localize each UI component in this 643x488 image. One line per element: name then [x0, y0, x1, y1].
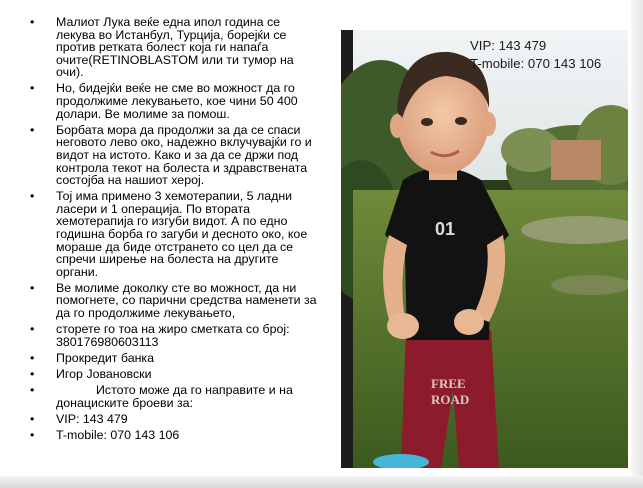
bullet-item [30, 384, 320, 409]
bullet-item [30, 124, 320, 187]
pants-print-line-2: ROAD [431, 392, 470, 407]
bullet-text: Истото може да го направите и на донациските броеви за: [56, 383, 293, 410]
bullet-list [30, 16, 320, 445]
bullet-item [30, 368, 320, 381]
bullet-text: Малиот Лука веќе една ипол година се лекува во Истанбул, Турција, борејќи се против ретката болест која ги напаѓа очите(RETINOBLASTOM или ти тумор на очи). [56, 15, 294, 80]
bullet-item [30, 282, 320, 320]
child-photo-illustration [341, 30, 628, 468]
bullet-text: Но, бидејќи веќе не сме во можност да го продолжиме лекувањето, кое чини 50 400 долари. Ве молиме за помош. [56, 81, 298, 121]
bullet-item [30, 429, 320, 442]
bullet-item [30, 352, 320, 365]
bullet-text: Тој има примено 3 хемотерапии, 5 ладни ласери и 1 операција. По вторатa хемотерапија го изгуби видот. А по едно годишна борба го загуби и десното око, кое мораше да биде отстрането со цел да се спречи ширење на болеста на другите органи. [56, 189, 308, 279]
tmobile-number-overlay: T-mobile: 070 143 106 [470, 56, 602, 71]
bullet-text: VIP: 143 479 [56, 411, 128, 426]
pants-print-line-1: FREE [431, 376, 466, 391]
slide-shadow-bottom [0, 476, 643, 488]
slide-shadow-right [631, 0, 643, 488]
bullet-text: Борбата мора да продолжи за да се спаси неговото лево око, надежно вклучувајќи го и видот на истото. Како и за да се држи под контрола текот на болеста и здравствената состојба на нашиот херој. [56, 122, 312, 188]
bullet-text: сторете го тоа на жиро сметката со број: 380176980603113 [56, 322, 290, 349]
bullet-item [30, 16, 320, 79]
bullet-item [30, 82, 320, 120]
bullet-item [30, 413, 320, 426]
shirt-print: 01 [435, 219, 456, 239]
bullet-text: Игор Јовановски [56, 366, 152, 381]
bullet-text: Прокредит банка [56, 350, 155, 365]
bullet-text: Ве молиме доколку сте во можност, да ни помогнете, со парични средства наменети за да го продолжиме лекувањето, [56, 280, 317, 321]
bullet-text: T-mobile: 070 143 106 [56, 427, 180, 442]
vip-number-overlay: VIP: 143 479 [470, 38, 547, 53]
child-photo [341, 30, 628, 468]
bullet-item [30, 190, 320, 278]
bullet-item [30, 323, 320, 348]
